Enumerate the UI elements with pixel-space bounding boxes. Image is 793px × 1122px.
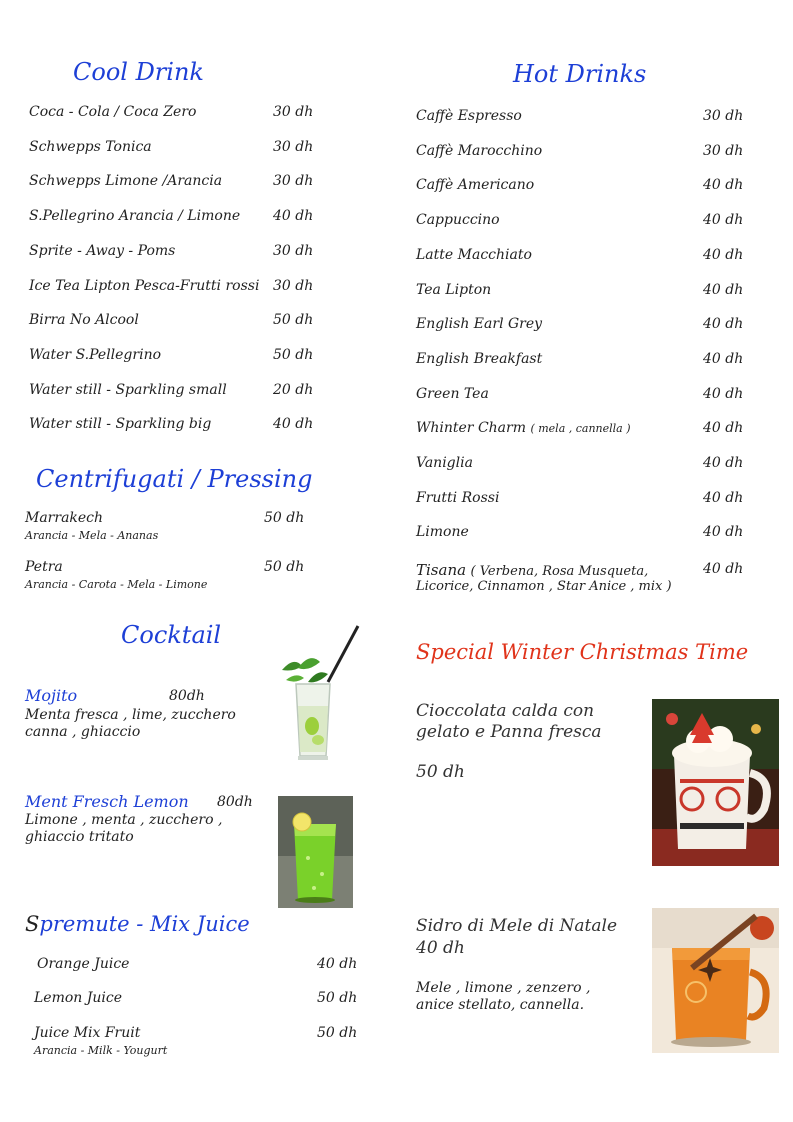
juice-mix-fruit-name: Juice Mix Fruit (34, 1025, 141, 1041)
tisana-line2: Licorice, Cinnamon , Star Anice , mix ) (416, 579, 672, 594)
hot-drink-item-label: Cappuccino (416, 212, 500, 229)
cool-drink-item-name: Sprite - Away - Poms (29, 242, 176, 259)
tisana-name: Tisana (416, 561, 467, 579)
spremute-title (25, 912, 250, 936)
hot-drink-item-name (416, 316, 542, 332)
hot-drink-item-label: Latte Macchiato (416, 246, 532, 263)
hot-drink-item-price: 40 dh (703, 246, 744, 263)
hot-drink-item-label: Caffè Espresso (416, 108, 522, 124)
petra-name: Petra (25, 559, 63, 575)
hot-drink-item-name (416, 177, 534, 193)
cool-drink-item-name: Water still - Sparkling big (29, 416, 212, 433)
hot-drink-item-label: Green Tea (416, 385, 489, 402)
hot-drink-item-note: ( mela , cannella ) (530, 422, 631, 436)
hot-drink-item-price: 30 dh (703, 142, 744, 159)
marrakech-name: Marrakech (25, 510, 104, 526)
hot-drinks-title: Hot Drinks (513, 60, 647, 88)
hot-drink-item-name (416, 455, 473, 471)
cool-drink-item-price: 50 dh (273, 346, 314, 363)
hot-drink-item-name (416, 143, 542, 159)
hot-drink-item-name (416, 108, 522, 124)
cool-drink-item-name: Water still - Sparkling small (29, 381, 227, 398)
tisana-herbs: ( Verbena, Rosa Musqueta, (470, 564, 649, 579)
hot-drink-item-label: Whinter Charm (416, 420, 526, 437)
petra-desc: Arancia - Carota - Mela - Limone (25, 578, 208, 591)
cool-drink-item-price: 40 dh (273, 208, 314, 225)
tisana-line1 (416, 561, 648, 579)
hot-drink-item-name (416, 282, 491, 298)
hot-drink-item-label: Frutti Rossi (416, 489, 500, 506)
ment-fresch-lemon-price: 80dh (217, 794, 253, 810)
mojito-desc-line2: canna , ghiaccio (25, 724, 141, 740)
juice-mix-fruit-price: 50 dh (317, 1025, 358, 1041)
hot-drink-item-name (416, 351, 542, 367)
hot-drink-item-label: Caffè Americano (416, 177, 535, 194)
orange-juice-price: 40 dh (317, 956, 358, 972)
cool-drink-item-price: 30 dh (273, 277, 314, 294)
hot-drink-item-price: 40 dh (703, 350, 744, 367)
sidro-desc-line2: anice stellato, cannella. (416, 997, 585, 1013)
hot-drink-item-price: 40 dh (703, 177, 744, 194)
hot-drink-item-label: English Earl Grey (416, 316, 543, 333)
lemon-juice-price: 50 dh (317, 990, 358, 1006)
hot-drink-item-price: 30 dh (703, 108, 744, 124)
cool-drink-item-price: 30 dh (273, 242, 314, 259)
cool-drink-item-name: Water S.Pellegrino (29, 346, 162, 363)
cool-drink-item-price: 30 dh (273, 138, 314, 155)
marrakech-desc: Arancia - Mela - Ananas (25, 529, 159, 542)
hot-chocolate-image (652, 699, 779, 866)
mojito-price: 80dh (169, 688, 205, 704)
sidro-price: 40 dh (416, 938, 465, 958)
hot-drink-item-name (416, 386, 489, 402)
hot-drink-item-price: 40 dh (703, 281, 744, 298)
marrakech-price: 50 dh (264, 510, 305, 526)
cool-drink-item-price: 50 dh (273, 312, 314, 329)
cioccolata-price: 50 dh (416, 762, 465, 782)
orange-juice-name: Orange Juice (37, 956, 130, 972)
hot-drink-item-price: 40 dh (703, 524, 744, 541)
centrifugati-title: Centrifugati / Pressing (36, 465, 313, 493)
hot-drink-item-price: 40 dh (703, 455, 744, 471)
cool-drink-item-name: Birra No Alcool (29, 312, 139, 329)
ment-fresch-lemon-desc-line1: Limone , menta , zucchero , (25, 812, 223, 828)
hot-drink-item-name (416, 490, 499, 506)
hot-drink-item-label: English Breakfast (416, 350, 543, 367)
cool-drink-item-name: Schwepps Limone /Arancia (29, 173, 223, 190)
cool-drink-item-price: 30 dh (273, 173, 314, 190)
cool-drink-title: Cool Drink (73, 58, 204, 86)
hot-drink-item-price: 40 dh (703, 385, 744, 402)
hot-drink-item-price: 40 dh (703, 212, 744, 229)
hot-drink-item-price: 40 dh (703, 489, 744, 506)
ment-fresch-lemon-desc-line2: ghiaccio tritato (25, 829, 134, 845)
tisana-price: 40 dh (703, 561, 744, 577)
cool-drink-item-name: S.Pellegrino Arancia / Limone (29, 208, 241, 225)
hot-drink-item-name (416, 524, 469, 540)
cool-drink-item-price: 20 dh (273, 381, 314, 398)
juice-mix-fruit-desc: Arancia - Milk - Yougurt (34, 1044, 168, 1057)
mojito-desc-line1: Menta fresca , lime, zucchero (25, 707, 236, 723)
spremute-title-initial: S (25, 912, 40, 936)
ment-fresch-lemon-image (278, 796, 353, 908)
sidro-desc-line1: Mele , limone , zenzero , (416, 980, 591, 996)
cocktail-title: Cocktail (121, 621, 222, 649)
petra-price: 50 dh (264, 559, 305, 575)
cioccolata-line2: gelato e Panna fresca (416, 722, 602, 742)
ment-fresch-lemon-name: Ment Fresch Lemon (25, 792, 189, 811)
hot-drink-item-price: 40 dh (703, 420, 744, 437)
special-title: Special Winter Christmas Time (416, 640, 749, 664)
hot-drink-item-label: Limone (416, 524, 469, 541)
hot-drink-item-price: 40 dh (703, 316, 744, 333)
mojito-name: Mojito (25, 686, 78, 705)
cioccolata-line1: Cioccolata calda con (416, 701, 595, 721)
sidro-line1: Sidro di Mele di Natale (416, 916, 618, 936)
hot-drink-item-name (416, 212, 500, 228)
hot-drink-item-label: Vaniglia (416, 455, 473, 471)
cool-drink-item-price: 40 dh (273, 416, 314, 433)
hot-drink-item-name (416, 420, 631, 436)
hot-drink-item-label: Caffè Marocchino (416, 142, 543, 159)
cool-drink-item-name: Ice Tea Lipton Pesca-Frutti rossi (29, 277, 260, 294)
cool-drink-item-price: 30 dh (273, 104, 314, 120)
cool-drink-item-name: Coca - Cola / Coca Zero (29, 104, 197, 120)
hot-drink-item-name (416, 247, 532, 263)
mojito-image (268, 622, 364, 766)
lemon-juice-name: Lemon Juice (34, 990, 122, 1006)
hot-drink-item-label: Tea Lipton (416, 281, 492, 298)
apple-cider-image (652, 908, 779, 1053)
spremute-title-rest: premute - Mix Juice (39, 912, 250, 936)
cool-drink-item-name: Schwepps Tonica (29, 138, 152, 155)
